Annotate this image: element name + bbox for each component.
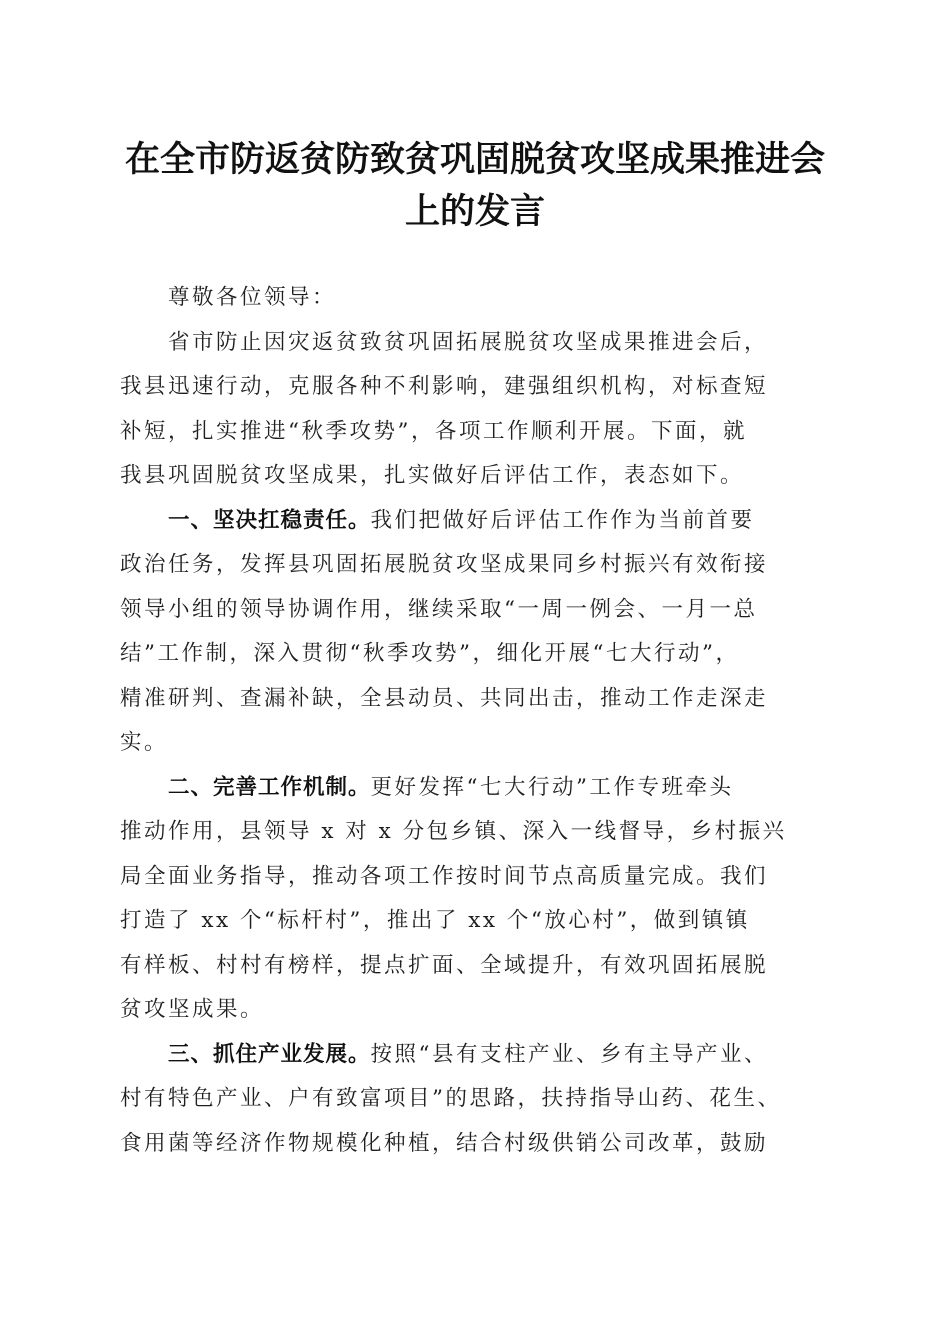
salutation: 尊敬各位领导： [168,285,337,310]
paragraph-line: 省市防止因灾返贫致贫巩固拓展脱贫攻坚成果推进会后， [168,329,769,355]
paragraph-line: 精准研判、查漏补缺，全县动员、共同出击，推动工作走深走 [120,685,769,711]
intro-paragraph [120,321,840,499]
paragraph-first-line [120,766,840,811]
paragraph-line: 有样板、村村有榜样，提点扩面、全域提升，有效巩固拓展脱 [120,952,769,978]
section-3-heading: 三、抓住产业发展。 [168,1041,371,1067]
paragraph-line: 政治任务，发挥县巩固拓展脱贫攻坚成果同乡村振兴有效衔接 [120,552,769,577]
paragraph-line: 实。 [120,730,169,755]
paragraph-line: 我县巩固脱贫攻坚成果，扎实做好后评估工作，表态如下。 [120,463,745,488]
section-2-paragraph [120,766,840,1033]
paragraph-first-line [120,1033,840,1078]
title-line-1: 在全市防返贫防致贫巩固脱贫攻坚成果推进会 [124,139,825,180]
document-title [100,134,850,238]
section-2-first-text: 更好发挥“七大行动”工作专班牵头 [370,774,734,800]
paragraph-line: 打造了 xx 个“标杆村”，推出了 xx 个“放心村”，做到镇镇 [120,908,750,933]
paragraph-line: 我县迅速行动，克服各种不利影响，建强组织机构，对标查短 [120,374,769,399]
title-line-2: 上的发言 [404,191,545,232]
section-1-paragraph [120,499,840,766]
section-3-paragraph [120,1033,840,1167]
paragraph-line: 结”工作制，深入贯彻“秋季攻势”，细化开展“七大行动”， [120,641,740,666]
section-1-heading: 一、坚决扛稳责任。 [168,507,371,533]
paragraph-line: 局全面业务指导，推动各项工作按时间节点高质量完成。我们 [120,863,769,889]
paragraph-line: 食用菌等经济作物规模化种植，结合村级供销公司改革，鼓励 [120,1130,769,1156]
paragraph-first-line [120,499,840,544]
section-2-heading: 二、完善工作机制。 [168,774,371,800]
paragraph-line: 领导小组的领导协调作用，继续采取“一周一例会、一月一总 [120,596,758,622]
paragraph-line: 补短，扎实推进“秋季攻势”，各项工作顺利开展。下面，就 [120,418,747,444]
section-3-first-text: 按照“县有支柱产业、乡有主导产业、 [370,1041,769,1067]
document-body [120,276,840,1166]
paragraph-line: 推动作用，县领导 x 对 x 分包乡镇、深入一线督导，乡村振兴 [120,819,787,844]
paragraph-line: 贫攻坚成果。 [120,997,265,1022]
paragraph-line: 村有特色产业、户有致富项目”的思路，扶持指导山药、花生、 [120,1086,782,1111]
section-1-first-text: 我们把做好后评估工作作为当前首要 [370,507,755,533]
